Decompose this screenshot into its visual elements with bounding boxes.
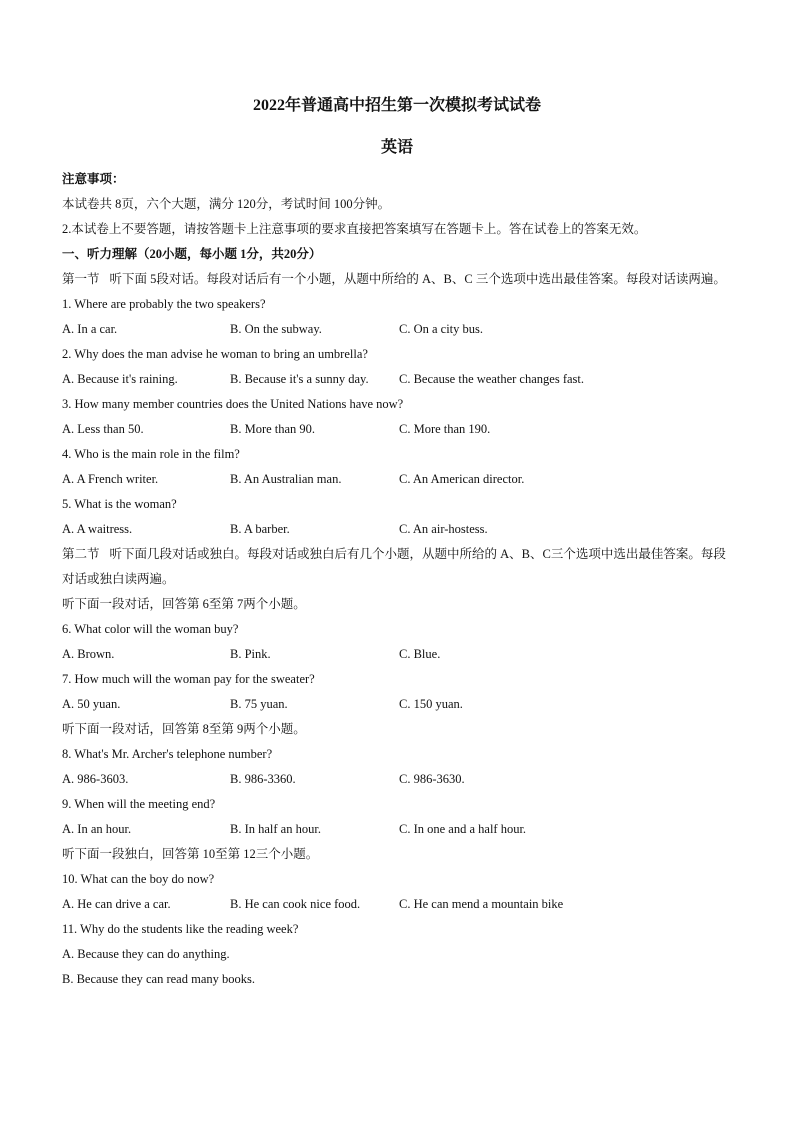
option-c: C. Blue.	[399, 647, 441, 661]
group-instruction: 听下面一段对话，回答第 6至第 7两个小题。	[62, 597, 306, 611]
option-a: A. Brown.	[62, 647, 115, 661]
section1-text: 听下面 5段对话。每段对话后有一个小题，从题中所给的 A、B、C 三个选项中选出最佳答案。每段对话读两遍。	[109, 272, 726, 286]
question-stem: 8. What's Mr. Archer's telephone number?	[62, 747, 273, 761]
part1-heading: 一、听力理解（20小题，每小题 1分，共20分）	[62, 247, 322, 261]
options-row	[62, 692, 732, 717]
options-row	[62, 767, 732, 792]
question-stem: 5. What is the woman?	[62, 497, 177, 511]
notes-heading: 注意事项：	[62, 172, 125, 186]
notes-item-2: 2.本试卷上不要答题，请按答题卡上注意事项的要求直接把答案填写在答题卡上。答在试卷上的答案无效。	[62, 222, 647, 236]
options-row	[62, 517, 732, 542]
section2-text: 听下面几段对话或独白。每段对话或独白后有几个小题，从题中所给的 A、B、C三个选项中选出最佳答案。每段对话或独白读两遍。	[62, 547, 726, 586]
options-row	[62, 317, 732, 342]
group-instruction: 听下面一段独白，回答第 10至第 12三个小题。	[62, 847, 319, 861]
question-stem: 3. How many member countries does the United Nations have now?	[62, 397, 404, 411]
option-b: B. A barber.	[230, 522, 290, 536]
option-c: C. On a city bus.	[399, 322, 484, 336]
group-instruction: 听下面一段对话，回答第 8至第 9两个小题。	[62, 722, 306, 736]
option-c: C. 986-3630.	[399, 772, 465, 786]
option-c: C. He can mend a mountain bike	[399, 897, 564, 911]
options-row	[62, 892, 732, 917]
subject-title: 英语	[380, 139, 413, 156]
option-a: A. Because it's raining.	[62, 372, 178, 386]
option-a: A. In an hour.	[62, 822, 132, 836]
option-b: B. 75 yuan.	[230, 697, 288, 711]
option-c: C. In one and a half hour.	[399, 822, 527, 836]
section2-label: 第二节	[62, 547, 100, 561]
question-stem: 7. How much will the woman pay for the sweater?	[62, 672, 315, 686]
options-row	[62, 817, 732, 842]
option-c: C. Because the weather changes fast.	[399, 372, 584, 386]
options-row	[62, 417, 732, 442]
question-stem: 2. Why does the man advise he woman to bring an umbrella?	[62, 347, 368, 361]
section2-instruction	[62, 542, 732, 592]
option-c: C. More than 190.	[399, 422, 491, 436]
options-row	[62, 642, 732, 667]
option-c: C. An American director.	[399, 472, 525, 486]
option-b: B. An Australian man.	[230, 472, 342, 486]
option-a: A. Less than 50.	[62, 422, 144, 436]
notes-item-1: 本试卷共 8页，六个大题，满分 120分，考试时间 100分钟。	[62, 197, 391, 211]
option-a: A. 50 yuan.	[62, 697, 121, 711]
option-b: B. In half an hour.	[230, 822, 321, 836]
option-b: B. More than 90.	[230, 422, 316, 436]
question-stem: 9. When will the meeting end?	[62, 797, 216, 811]
option-b: B. Pink.	[230, 647, 271, 661]
option-a: A. A French writer.	[62, 472, 159, 486]
option-b: B. He can cook nice food.	[230, 897, 361, 911]
section1-instruction	[62, 267, 732, 292]
option-c: C. 150 yuan.	[399, 697, 463, 711]
option-c: C. An air-hostess.	[399, 522, 488, 536]
question-stem: 6. What color will the woman buy?	[62, 622, 239, 636]
section1-label: 第一节	[62, 272, 100, 286]
options-row	[62, 467, 732, 492]
option-b: B. 986-3360.	[230, 772, 296, 786]
options-row	[62, 367, 732, 392]
question-stem: 1. Where are probably the two speakers?	[62, 297, 266, 311]
question-stem: 11. Why do the students like the reading week?	[62, 922, 299, 936]
option-a: A. A waitress.	[62, 522, 133, 536]
option-a: A. In a car.	[62, 322, 118, 336]
option-a: A. 986-3603.	[62, 772, 129, 786]
exam-title: 2022年普通高中招生第一次模拟考试试卷	[252, 97, 541, 114]
option-a: A. He can drive a car.	[62, 897, 171, 911]
option-b: B. Because they can read many books.	[62, 972, 255, 986]
question-stem: 10. What can the boy do now?	[62, 872, 215, 886]
option-a: A. Because they can do anything.	[62, 947, 230, 961]
option-b: B. Because it's a sunny day.	[230, 372, 369, 386]
option-b: B. On the subway.	[230, 322, 322, 336]
question-stem: 4. Who is the main role in the film?	[62, 447, 240, 461]
